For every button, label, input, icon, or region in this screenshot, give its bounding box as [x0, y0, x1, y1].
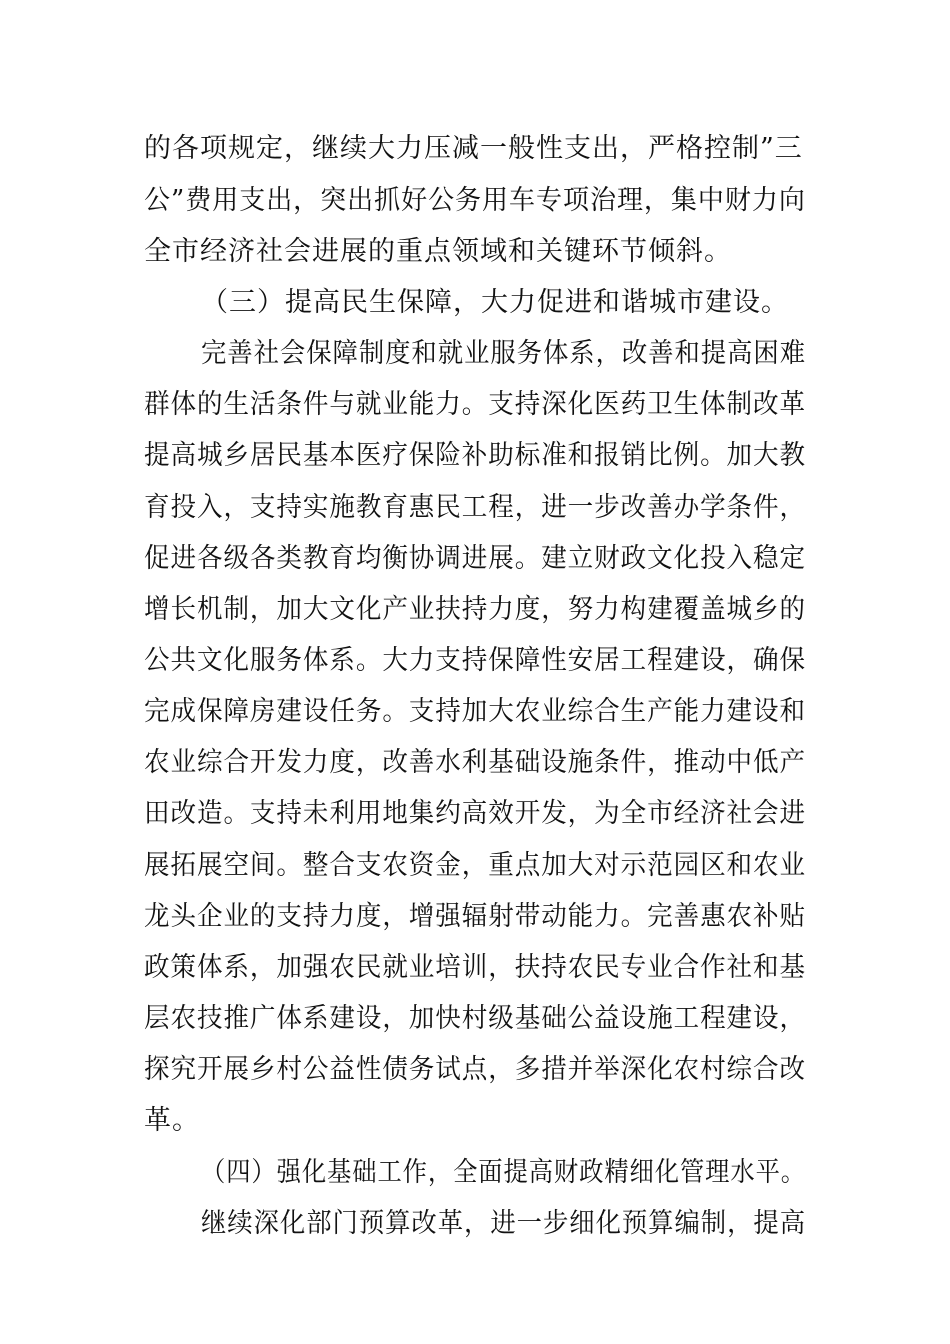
paragraph-line: 继续深化部门预算改革，进一步细化预算编制，提高 [201, 1208, 806, 1239]
paragraph-line: 的各项规定，继续大力压减一般性支出，严格控制”三 [144, 133, 803, 164]
paragraph-line: 龙头企业的支持力度，增强辐射带动能力。完善惠农补贴 [144, 901, 806, 932]
paragraph-line: 革。 [144, 1105, 200, 1136]
paragraph-line: 层农技推广体系建设，加快村级基础公益设施工程建设， [144, 1003, 806, 1034]
paragraph-line: 促进各级各类教育均衡协调进展。建立财政文化投入稳定 [144, 543, 806, 574]
paragraph-line: 公”费用支出，突出抓好公务用车专项治理，集中财力向 [144, 185, 806, 216]
section-heading: （四）强化基础工作，全面提高财政精细化管理水平。 [201, 1157, 806, 1188]
paragraph-line: 群体的生活条件与就业能力。支持深化医药卫生体制改革 [144, 389, 806, 420]
paragraph-line: 增长机制，加大文化产业扶持力度，努力构建覆盖城乡的 [144, 594, 806, 625]
paragraph-line: 提高城乡居民基本医疗保险补助标准和报销比例。加大教 [144, 440, 806, 471]
paragraph-line: 全市经济社会进展的重点领域和关键环节倾斜。 [144, 236, 732, 267]
section-heading: （三）提高民生保障，大力促进和谐城市建设。 [201, 287, 789, 318]
paragraph-line: 农业综合开发力度，改善水利基础设施条件，推动中低产 [144, 747, 806, 778]
paragraph-line: 完善社会保障制度和就业服务体系，改善和提高困难 [201, 338, 806, 369]
paragraph-line: 田改造。支持未利用地集约高效开发，为全市经济社会进 [144, 798, 806, 829]
paragraph-line: 展拓展空间。整合支农资金，重点加大对示范园区和农业 [144, 850, 806, 881]
paragraph-line: 育投入，支持实施教育惠民工程，进一步改善办学条件， [144, 492, 806, 523]
paragraph-line: 探究开展乡村公益性债务试点，多措并举深化农村综合改 [144, 1054, 806, 1085]
paragraph-line: 完成保障房建设任务。支持加大农业综合生产能力建设和 [144, 696, 806, 727]
paragraph-line: 公共文化服务体系。大力支持保障性安居工程建设，确保 [144, 645, 806, 676]
paragraph-line: 政策体系，加强农民就业培训，扶持农民专业合作社和基 [144, 952, 806, 983]
